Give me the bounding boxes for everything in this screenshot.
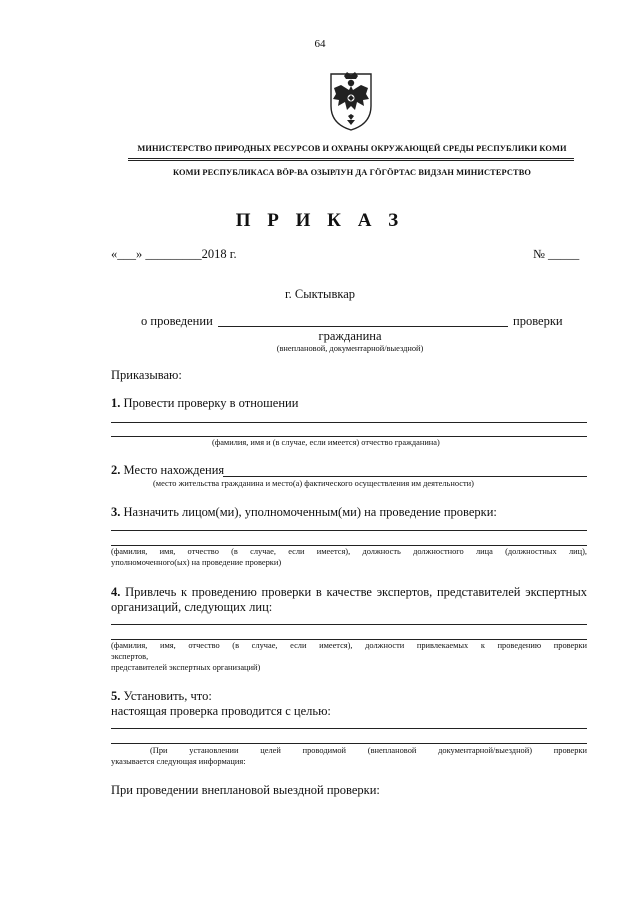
item5-line2: [111, 743, 587, 744]
item4-hint-line1: (фамилия, имя, отчество (в случае, если имеется), должности привлекаемых к проведению проверки: [111, 641, 587, 650]
item3-hint-line2: уполномоченного(ых) на проведение проверки): [111, 558, 282, 567]
item5-text1: Установить, что:: [123, 689, 212, 703]
city: г. Сыктывкар: [284, 287, 356, 301]
item2-number: 2.: [111, 463, 121, 477]
item1-number: 1.: [111, 396, 121, 410]
item5-text2: настоящая проверка проводится с целью:: [111, 704, 331, 718]
item4-line1-blank: [111, 624, 587, 625]
ministry-name-komi: КОМИ РЕСПУБЛИКАСА ВӦР-ВА ОЗЫРЛУН ДА ГӦГӦРТАС ВИДЗАН МИНИСТЕРСТВО: [173, 168, 531, 177]
order-word: Приказываю:: [111, 368, 182, 382]
subject-suffix: проверки: [513, 314, 563, 328]
final-line: При проведении внеплановой выездной проверки:: [111, 783, 380, 797]
item2-line: [223, 476, 587, 477]
item2-text: Место нахождения: [123, 463, 225, 477]
header-divider: [128, 158, 574, 159]
subject-line2: гражданина: [318, 329, 382, 343]
item5-hint-line1: (При установлении целей проводимой (внеплановой документарной/выездной) проверки: [150, 746, 587, 755]
document-title: П Р И К А З: [235, 210, 405, 231]
date-field: «___» _________2018 г.: [111, 247, 237, 261]
item5-hint-line2: указывается следующая информация:: [111, 757, 246, 766]
item3-line1: [111, 530, 587, 531]
item4-hint-line2: экспертов,: [111, 652, 149, 661]
item1-hint: (фамилия, имя и (в случае, если имеется) отчество гражданина): [212, 438, 440, 447]
header-divider-thin: [128, 160, 574, 161]
item1-line2: [111, 436, 587, 437]
item3-text: Назначить лицом(ми), уполномоченным(ми) на проведение проверки:: [123, 505, 497, 519]
item4-number: 4.: [111, 585, 121, 599]
item4-hint-line3: представителей экспертных организаций): [111, 663, 261, 672]
item4-line2-blank: [111, 639, 587, 640]
item3-number: 3.: [111, 505, 121, 519]
page-number: 64: [314, 38, 326, 50]
item4-text2: организаций, следующих лиц:: [111, 600, 273, 614]
item3-line2: [111, 545, 587, 546]
subject-blank: [218, 326, 508, 327]
item5-line1: [111, 728, 587, 729]
item2-hint: (место жительства гражданина и место(а) фактического осуществления им деятельности): [153, 479, 474, 488]
ministry-name-ru: МИНИСТЕРСТВО ПРИРОДНЫХ РЕСУРСОВ И ОХРАНЫ ОКРУЖАЮЩЕЙ СРЕДЫ РЕСПУБЛИКИ КОМИ: [137, 144, 567, 153]
item4-text1: Привлечь к проведению проверки в качестве экспертов, представителей экспертных: [125, 585, 587, 599]
item3-hint-line1: (фамилия, имя, отчество (в случае, если имеется), должность должностного лица (должностных лиц),: [111, 547, 587, 556]
subject-hint: (внеплановой, документарной/выездной): [276, 344, 424, 353]
subject-prefix: о проведении: [141, 314, 213, 328]
komi-coat-of-arms-icon: [327, 68, 375, 132]
item5-number: 5.: [111, 689, 121, 703]
number-field: № _____: [533, 247, 580, 261]
item1-line1: [111, 422, 587, 423]
item4-line1: [111, 585, 587, 600]
item1-text: Провести проверку в отношении: [123, 396, 299, 410]
